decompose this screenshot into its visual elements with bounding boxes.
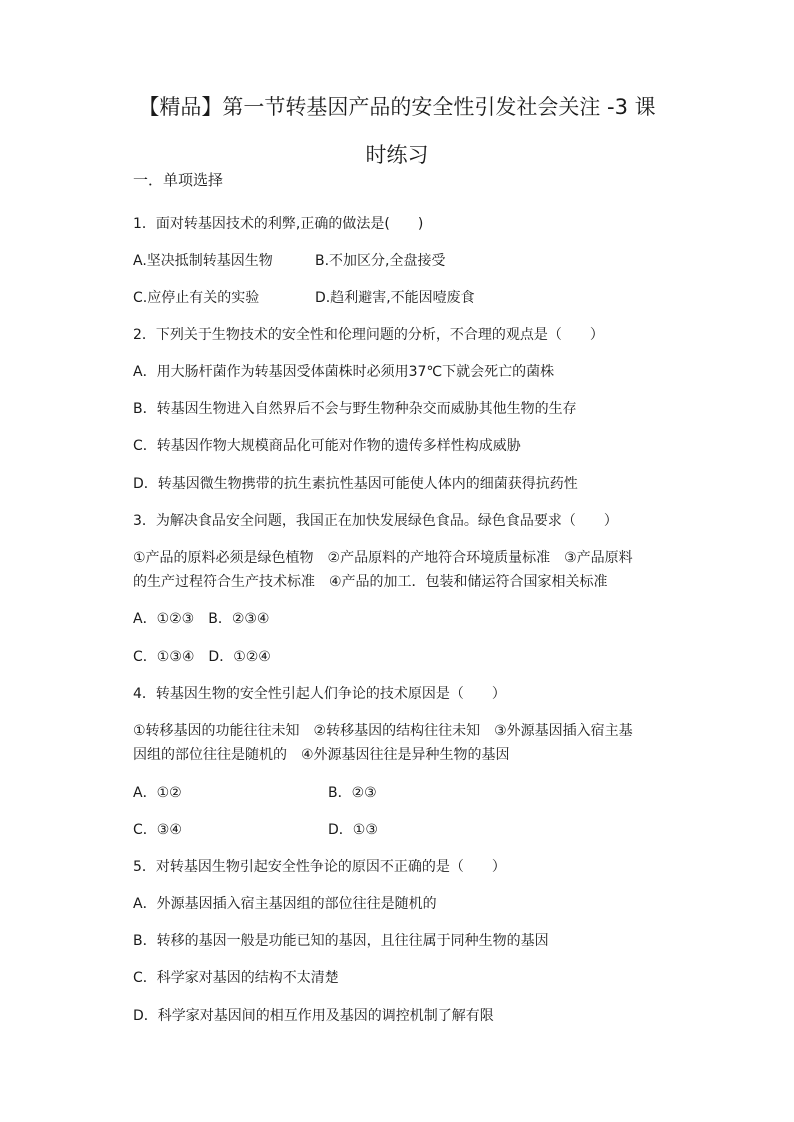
question-4-option-a: A．①② <box>133 785 182 801</box>
question-4-stem: 4．转基因生物的安全性引起人们争论的技术原因是（ ） <box>133 686 506 702</box>
question-3-items-line1: ①产品的原料必须是绿色植物 ②产品原料的产地符合环境质量标准 ③产品原料 <box>133 550 633 566</box>
question-5-option-a: A．外源基因插入宿主基因组的部位往往是随机的 <box>133 896 437 912</box>
section-heading: 一．单项选择 <box>133 171 224 189</box>
question-3-stem: 3．为解决食品安全问题，我国正在加快发展绿色食品。绿色食品要求（ ） <box>133 513 618 529</box>
question-4-option-c: C．③④ <box>133 822 182 838</box>
question-4-option-b: B．②③ <box>328 785 377 801</box>
question-5-stem: 5．对转基因生物引起安全性争论的原因不正确的是（ ） <box>133 859 506 875</box>
question-3-options-cd: C．①③④ D．①②④ <box>133 649 271 665</box>
document-title-line1: 【精品】第一节转基因产品的安全性引发社会关注 -3 课 <box>138 95 656 119</box>
question-2-option-b: B．转基因生物进入自然界后不会与野生物种杂交而威胁其他生物的生存 <box>133 401 577 417</box>
question-1-option-c: C.应停止有关的实验 <box>133 290 260 306</box>
question-1-option-b: B.不加区分,全盘接受 <box>315 253 446 269</box>
question-3-items-line2: 的生产过程符合生产技术标准 ④产品的加工．包装和储运符合国家相关标准 <box>133 574 608 590</box>
question-1-option-d: D.趋利避害,不能因噎废食 <box>315 290 475 306</box>
question-2-option-c: C．转基因作物大规模商品化可能对作物的遗传多样性构成威胁 <box>133 438 521 454</box>
question-5-option-c: C．科学家对基因的结构不太清楚 <box>133 970 339 986</box>
question-4-option-d: D．①③ <box>328 822 378 838</box>
question-5-option-b: B．转移的基因一般是功能已知的基因，且往往属于同种生物的基因 <box>133 933 549 949</box>
question-2-option-a: A．用大肠杆菌作为转基因受体菌株时必须用37℃下就会死亡的菌株 <box>133 364 555 380</box>
question-2-stem: 2．下列关于生物技术的安全性和伦理问题的分析，不合理的观点是（ ） <box>133 327 604 343</box>
question-1-stem: 1．面对转基因技术的利弊,正确的做法是( ) <box>133 216 424 232</box>
question-3-options-ab: A．①②③ B．②③④ <box>133 611 270 627</box>
question-4-items-line2: 因组的部位往往是随机的 ④外源基因往往是异种生物的基因 <box>133 747 510 763</box>
document-title-line2: 时练习 <box>365 143 429 167</box>
question-1-option-a: A.坚决抵制转基因生物 <box>133 253 273 269</box>
question-4-items-line1: ①转移基因的功能往往未知 ②转移基因的结构往往未知 ③外源基因插入宿主基 <box>133 723 633 739</box>
question-5-option-d: D．科学家对基因间的相互作用及基因的调控机制了解有限 <box>133 1008 494 1024</box>
question-2-option-d: D．转基因微生物携带的抗生素抗性基因可能使人体内的细菌获得抗药性 <box>133 476 578 492</box>
